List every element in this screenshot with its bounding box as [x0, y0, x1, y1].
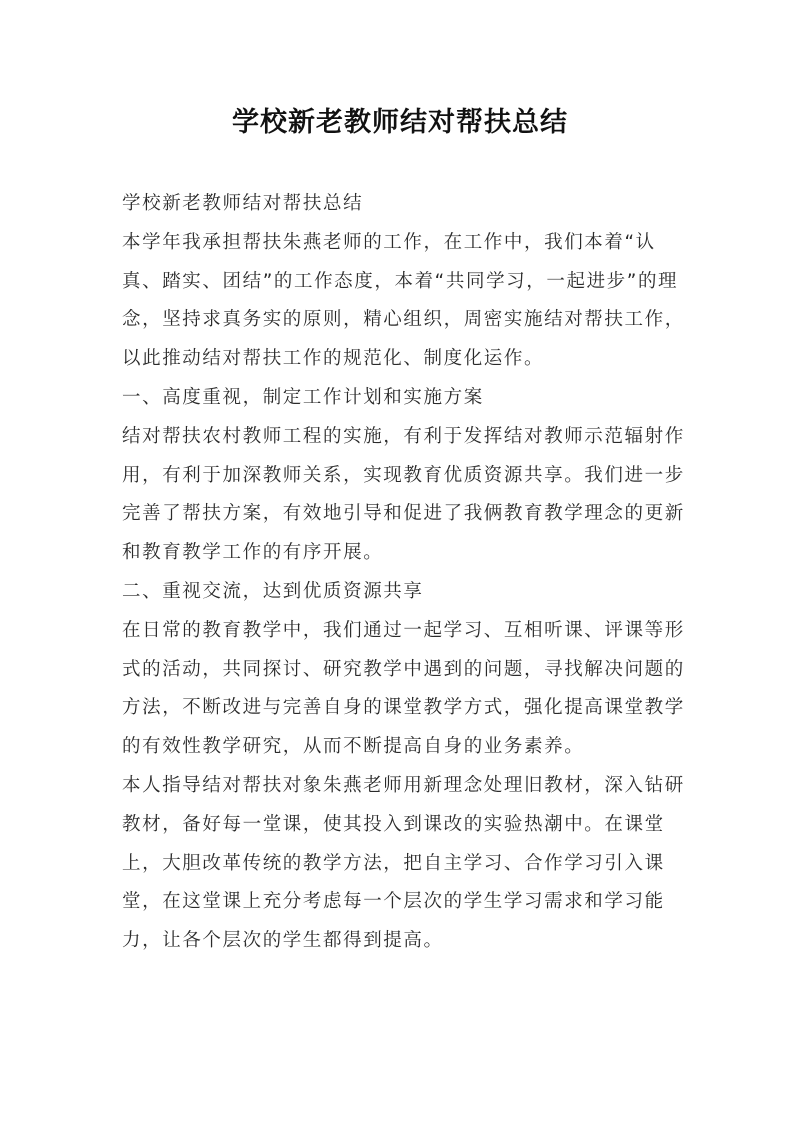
paragraph-subtitle: 学校新老教师结对帮扶总结	[122, 193, 364, 214]
paragraph-guidance: 本人指导结对帮扶对象朱燕老师用新理念处理旧教材，深入钻研教材，备好每一堂课，使其投入到课改的实验热潮中。在课堂上，大胆改革传统的教学方法，把自主学习、合作学习引入课堂，在这堂课上充分考虑每一个层次的学生学习需求和学习能力，让各个层次的学生都得到提高。	[122, 774, 685, 952]
paragraph-intro: 本学年我承担帮扶朱燕老师的工作，在工作中，我们本着“认真、踏实、团结”的工作态度，本着“共同学习，一起进步”的理念，坚持求真务实的原则，精心组织，周密实施结对帮扶工作，以此推动结对帮扶工作的规范化、制度化运作。	[122, 231, 685, 370]
section-heading-2: 二、重视交流，达到优质资源共享	[122, 580, 424, 602]
section-heading-1: 一、高度重视，制定工作计划和实施方案	[122, 386, 484, 408]
document-body	[122, 185, 692, 961]
paragraph-section-2: 在日常的教育教学中，我们通过一起学习、互相听课、评课等形式的活动，共同探讨、研究教学中遇到的问题，寻找解决问题的方法，不断改进与完善自身的课堂教学方式，强化提高课堂教学的有效性教学研究，从而不断提高自身的业务素养。	[122, 619, 685, 758]
document-title: 学校新老教师结对帮扶总结	[232, 107, 568, 138]
paragraph-section-1: 结对帮扶农村教师工程的实施，有利于发挥结对教师示范辐射作用，有利于加深教师关系，实现教育优质资源共享。我们进一步完善了帮扶方案，有效地引导和促进了我俩教育教学理念的更新和教育教学工作的有序开展。	[122, 425, 685, 564]
